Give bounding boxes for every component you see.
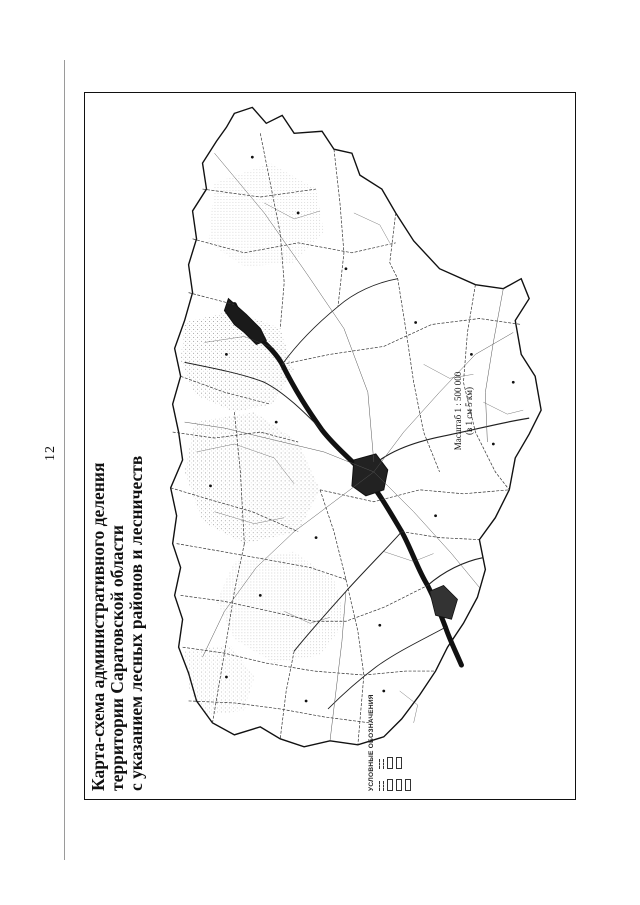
page-number: 12 bbox=[43, 445, 58, 461]
forest-area-center bbox=[185, 412, 320, 543]
scale-note: (в 1 см 5 км) bbox=[464, 387, 474, 436]
tributary-1 bbox=[364, 418, 529, 474]
volgograd-bay bbox=[430, 585, 458, 619]
map-title-line-1: Карта-схема административного деления bbox=[88, 462, 108, 791]
tributary-4 bbox=[428, 558, 484, 586]
map-drawing bbox=[85, 93, 575, 799]
legend-title: УСЛОВНЫЕ ОБОЗНАЧЕНИЯ bbox=[368, 694, 375, 791]
tributary-6 bbox=[328, 627, 446, 709]
map-title-line-2: территории Саратовской области bbox=[107, 525, 127, 791]
forest-area-south bbox=[216, 552, 345, 664]
tributary-5 bbox=[282, 279, 398, 365]
map-title-line-3: с указанием лесных районов и лесничеств bbox=[126, 455, 146, 791]
binding-margin-line bbox=[64, 60, 65, 860]
map-frame bbox=[84, 92, 576, 800]
scale-ratio: Масштаб 1 : 500 000 bbox=[453, 371, 463, 451]
